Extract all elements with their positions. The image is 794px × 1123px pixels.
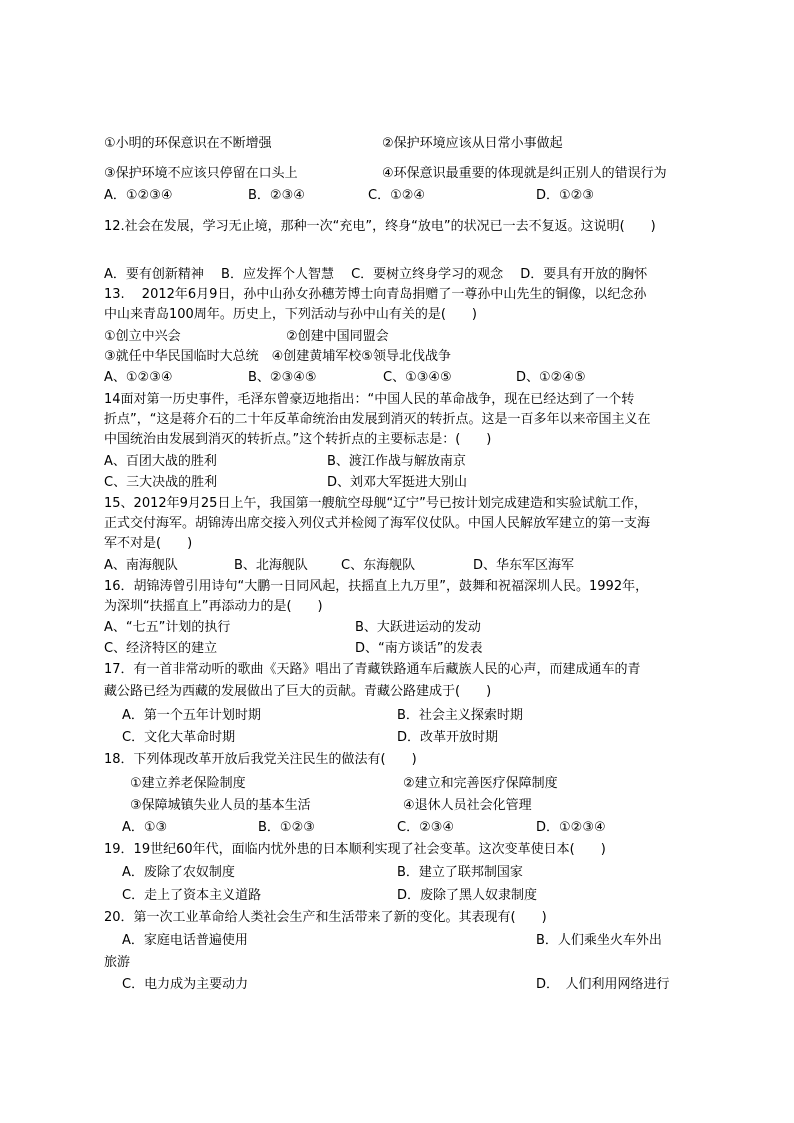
text-line-31-part-3: C．②③④ [397,820,455,835]
text-line-34-part-1: C．走上了资本主义道路 [122,888,262,903]
text-line-22-part-2: B、大跃进运动的发动 [355,620,481,635]
text-line-38-part-2: D． 人们利用网络进行 [536,977,670,992]
text-line-3-part-4: D．①②③ [536,188,594,203]
text-line-28: 18．下列体现改革开放后我党关注民生的做法有( ) [104,752,417,767]
text-line-37: 旅游 [104,955,131,970]
text-line-10-part-1: A、①②③④ [104,370,173,385]
text-line-19-part-1: A、南海舰队 [104,558,178,573]
text-line-30-part-2: ④退休人员社会化管理 [403,798,532,813]
text-line-7: 中山来青岛100周年。历史上，下列活动与孙中山有关的是( ) [104,307,477,322]
text-line-38-part-1: C．电力成为主要动力 [122,977,249,992]
text-line-20: 16．胡锦涛曾引用诗句“大鹏一日同风起，扶摇直上九万里”，鼓舞和祝福深圳人民。1992年， [104,579,649,594]
text-line-34-part-2: D．废除了黑人奴隶制度 [397,888,538,903]
text-line-3-part-3: C．①②④ [368,188,426,203]
text-line-23-part-1: C、经济特区的建立 [104,641,218,656]
text-line-1-part-1: ①小明的环保意识在不断增强 [104,136,272,151]
text-line-1-part-2: ②保护环境应该从日常小事做起 [382,136,563,151]
text-line-5: A．要有创新精神 B．应发挥个人智慧 C．要树立终身学习的观念 D．要具有开放的胸怀 [104,267,648,282]
text-line-9: ③就任中华民国临时大总统 ④创建黄埔军校⑤领导北伐战争 [104,349,451,364]
text-line-14-part-1: A、百团大战的胜利 [104,454,217,469]
text-line-4: 12.社会在发展，学习无止境，那种一次“充电”，终身“放电”的状况已一去不复返。这说明( ) [104,219,656,234]
text-line-32: 19．19世纪60年代，面临内忧外患的日本顺利实现了社会变革。这次变革使日本( ) [104,842,606,857]
text-line-36-part-1: A．家庭电话普遍使用 [122,933,248,948]
text-line-17: 正式交付海军。胡锦涛出席交接入列仪式并检阅了海军仪仗队。中国人民解放军建立的第一支海 [104,516,651,531]
text-line-19-part-3: C、东海舰队 [341,558,416,573]
text-line-33-part-1: A．废除了农奴制度 [122,865,235,880]
text-line-29-part-1: ①建立养老保险制度 [130,776,246,791]
text-line-31-part-1: A．①③ [122,820,168,835]
text-line-13: 中国统治由发展到消灭的转折点。”这个转折点的主要标志是：( ) [104,432,492,447]
text-line-19-part-4: D、华东军区海军 [473,558,575,573]
text-line-14-part-2: B、渡江作战与解放南京 [327,454,466,469]
text-line-3-part-1: A．①②③④ [104,188,173,203]
text-line-10-part-4: D、①②④⑤ [516,370,586,385]
text-line-19-part-2: B、北海舰队 [234,558,308,573]
text-line-27-part-1: C．文化大革命时期 [122,730,236,745]
text-line-11: 14面对第一历史事件，毛泽东曾豪迈地指出：“中国人民的革命战争，现在已经达到了一个转 [104,392,635,407]
text-line-18: 军不对是( ) [104,536,193,551]
text-line-22-part-1: A、“七五”计划的执行 [104,620,231,635]
text-line-21: 为深圳“扶摇直上”再添动力的是( ) [104,599,323,614]
text-line-2-part-2: ④环保意识最重要的体现就是纠正别人的错误行为 [382,166,667,181]
text-line-2-part-1: ③保护环境不应该只停留在口头上 [104,166,298,181]
text-line-3-part-2: B．②③④ [248,188,305,203]
text-line-26-part-1: A．第一个五年计划时期 [122,708,261,723]
text-line-23-part-2: D、“南方谈话”的发表 [355,641,483,656]
text-line-27-part-2: D．改革开放时期 [397,730,499,745]
text-line-10-part-3: C、①③④⑤ [383,370,452,385]
text-line-25: 藏公路已经为西藏的发展做出了巨大的贡献。青藏公路建成于( ) [104,684,492,699]
text-line-15-part-1: C、三大决战的胜利 [104,475,218,490]
text-line-10-part-2: B、②③④⑤ [248,370,317,385]
text-line-30-part-1: ③保障城镇失业人员的基本生活 [130,798,311,813]
text-line-6: 13. 2012年6月9日，孙中山孙女孙穗芳博士向青岛捐赠了一尊孙中山先生的铜像，以纪念孙 [104,287,647,302]
text-line-33-part-2: B．建立了联邦制国家 [397,865,523,880]
text-line-12: 折点”，“这是蒋介石的二十年反革命统治由发展到消灭的转折点。这是一百多年以来帝国主义在 [104,412,651,427]
text-line-35: 20．第一次工业革命给人类社会生产和生活带来了新的变化。其表现有( ) [104,910,547,925]
text-line-31-part-2: B．①②③ [258,820,315,835]
text-line-16: 15、2012年9月25日上午，我国第一艘航空母舰“辽宁”号已按计划完成建造和实验试航工作， [104,496,647,511]
text-line-8-part-2: ②创建中国同盟会 [286,329,389,344]
text-line-31-part-4: D．①②③④ [536,820,606,835]
text-line-24: 17．有一首非常动听的歌曲《天路》唱出了青藏铁路通车后藏族人民的心声，而建成通车的青 [104,662,641,677]
text-line-26-part-2: B．社会主义探索时期 [397,708,523,723]
text-line-8-part-1: ①创立中兴会 [104,329,181,344]
text-line-29-part-2: ②建立和完善医疗保障制度 [403,776,558,791]
text-line-15-part-2: D、刘邓大军挺进大别山 [327,475,468,490]
text-line-36-part-2: B．人们乘坐火车外出 [536,933,662,948]
